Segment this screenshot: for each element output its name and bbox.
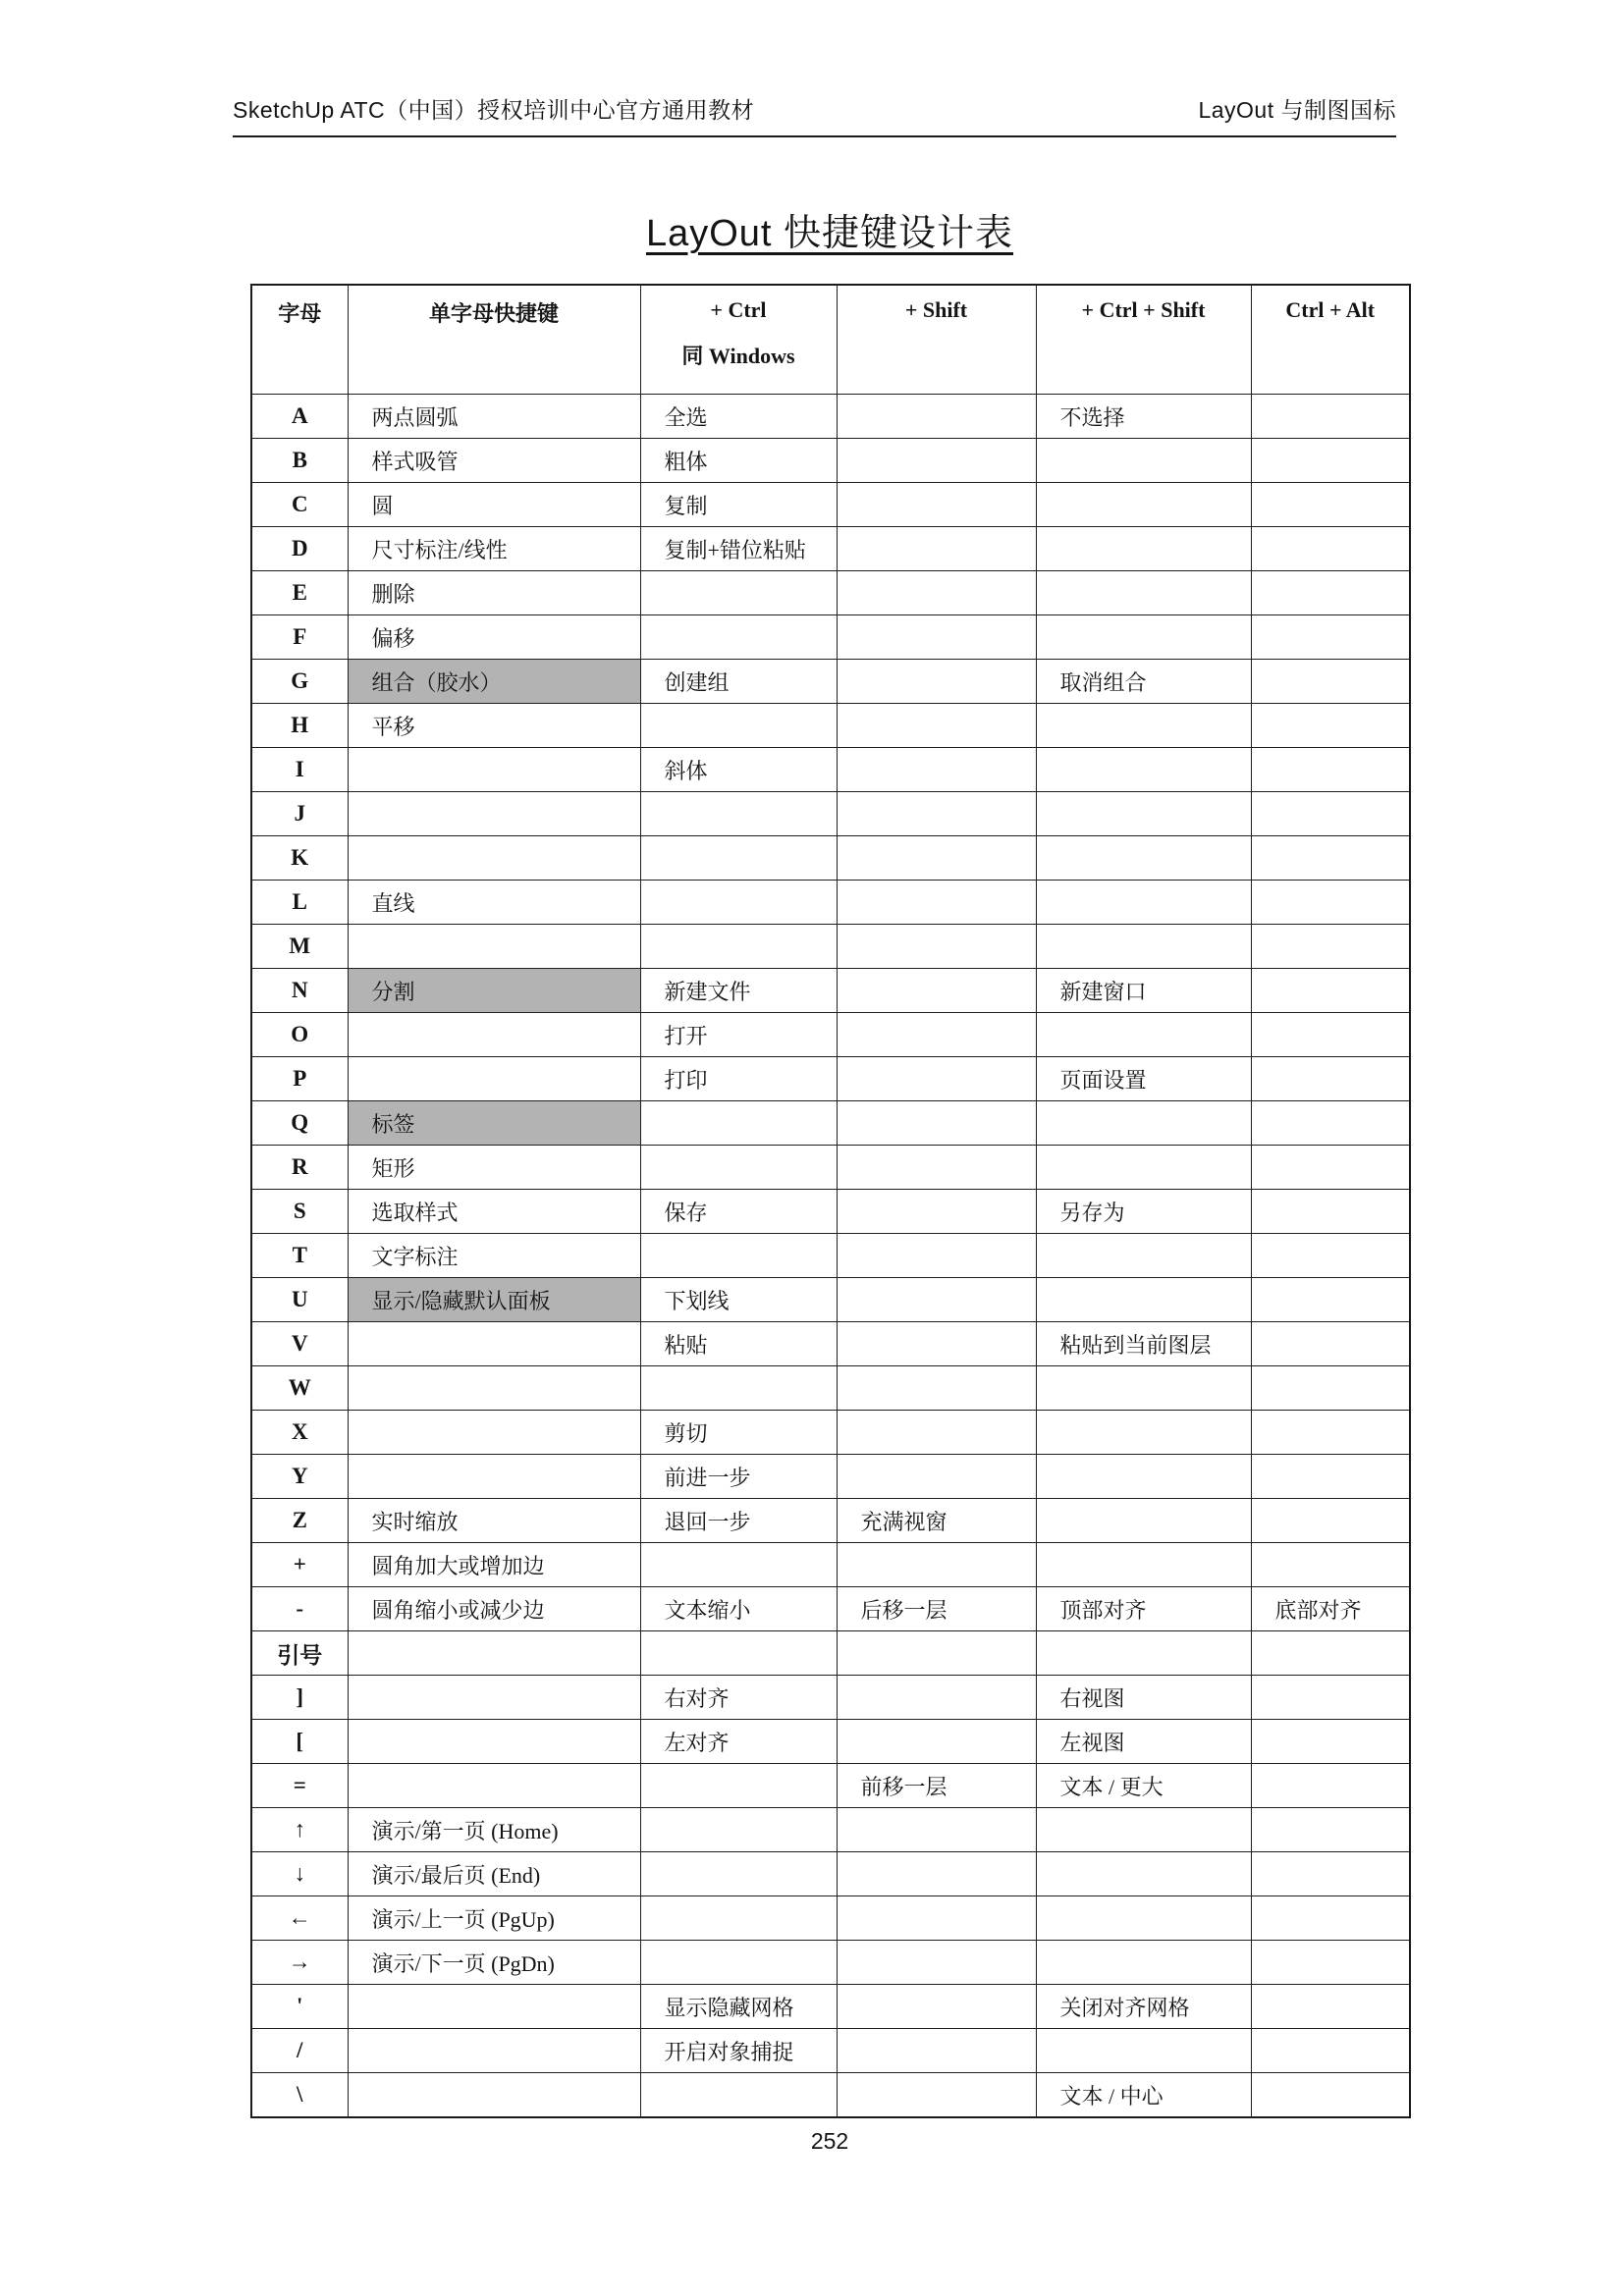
key-cell: ' <box>251 1985 348 2029</box>
table-row <box>251 483 1410 527</box>
ctrl-alt-cell <box>1251 2073 1410 2118</box>
key-cell: J <box>251 792 348 836</box>
table-row <box>251 1543 1410 1587</box>
shift-cell <box>837 1278 1036 1322</box>
ctrl-shift-cell <box>1036 1101 1251 1146</box>
table-row <box>251 1852 1410 1896</box>
running-header-left: SketchUp ATC（中国）授权培训中心官方通用教材 <box>233 97 755 123</box>
ctrl-alt-cell <box>1251 1676 1410 1720</box>
shift-cell <box>837 1013 1036 1057</box>
table-row <box>251 1499 1410 1543</box>
single-shortcut-cell <box>348 925 640 969</box>
table-row <box>251 1676 1410 1720</box>
col-header-ctrl-shift-label: + Ctrl + Shift <box>1081 297 1206 322</box>
key-cell: C <box>251 483 348 527</box>
ctrl-alt-cell <box>1251 527 1410 571</box>
shift-cell <box>837 1631 1036 1676</box>
key-cell: K <box>251 836 348 881</box>
shift-cell <box>837 1852 1036 1896</box>
shift-cell <box>837 881 1036 925</box>
ctrl-shift-cell <box>1036 1941 1251 1985</box>
ctrl-cell: 退回一步 <box>640 1499 837 1543</box>
ctrl-alt-cell <box>1251 792 1410 836</box>
ctrl-alt-cell: 底部对齐 <box>1251 1587 1410 1631</box>
table-row <box>251 439 1410 483</box>
ctrl-alt-cell <box>1251 1366 1410 1411</box>
shift-cell <box>837 1941 1036 1985</box>
table-row <box>251 1278 1410 1322</box>
single-shortcut-cell: 演示/第一页 (Home) <box>348 1808 640 1852</box>
key-cell: V <box>251 1322 348 1366</box>
key-cell: D <box>251 527 348 571</box>
single-shortcut-cell: 演示/最后页 (End) <box>348 1852 640 1896</box>
ctrl-cell: 打开 <box>640 1013 837 1057</box>
ctrl-shift-cell <box>1036 925 1251 969</box>
key-cell: + <box>251 1543 348 1587</box>
shift-cell <box>837 1057 1036 1101</box>
single-shortcut-cell <box>348 1411 640 1455</box>
shift-cell <box>837 395 1036 439</box>
ctrl-shift-cell <box>1036 1013 1251 1057</box>
ctrl-alt-cell <box>1251 2029 1410 2073</box>
ctrl-cell <box>640 2073 837 2118</box>
ctrl-shift-cell <box>1036 1411 1251 1455</box>
key-cell: - <box>251 1587 348 1631</box>
ctrl-cell <box>640 1631 837 1676</box>
shift-cell <box>837 969 1036 1013</box>
ctrl-alt-cell <box>1251 1543 1410 1587</box>
ctrl-alt-cell <box>1251 1101 1410 1146</box>
ctrl-shift-cell: 左视图 <box>1036 1720 1251 1764</box>
single-shortcut-cell: 圆 <box>348 483 640 527</box>
key-cell: F <box>251 615 348 660</box>
running-header <box>233 92 1396 137</box>
key-cell: → <box>251 1941 348 1985</box>
single-shortcut-cell <box>348 1013 640 1057</box>
ctrl-cell: 保存 <box>640 1190 837 1234</box>
single-shortcut-cell <box>348 1985 640 2029</box>
shift-cell <box>837 748 1036 792</box>
shortcut-table <box>250 284 1411 2118</box>
col-header-ctrl-alt <box>1251 285 1410 395</box>
single-shortcut-cell <box>348 1631 640 1676</box>
table-row <box>251 1322 1410 1366</box>
ctrl-shift-cell <box>1036 881 1251 925</box>
key-cell: I <box>251 748 348 792</box>
key-cell: / <box>251 2029 348 2073</box>
single-shortcut-cell <box>348 1057 640 1101</box>
ctrl-alt-cell <box>1251 1013 1410 1057</box>
key-cell: W <box>251 1366 348 1411</box>
shift-cell: 充满视窗 <box>837 1499 1036 1543</box>
ctrl-alt-cell <box>1251 1808 1410 1852</box>
key-cell: U <box>251 1278 348 1322</box>
shift-cell: 后移一层 <box>837 1587 1036 1631</box>
ctrl-shift-cell <box>1036 836 1251 881</box>
key-cell: A <box>251 395 348 439</box>
ctrl-cell: 粘贴 <box>640 1322 837 1366</box>
table-row <box>251 527 1410 571</box>
key-cell: L <box>251 881 348 925</box>
shift-cell <box>837 1234 1036 1278</box>
ctrl-shift-cell <box>1036 1543 1251 1587</box>
col-header-shift-label: + Shift <box>904 297 968 322</box>
ctrl-cell: 新建文件 <box>640 969 837 1013</box>
single-shortcut-cell: 显示/隐藏默认面板 <box>348 1278 640 1322</box>
single-shortcut-cell <box>348 792 640 836</box>
key-cell: X <box>251 1411 348 1455</box>
key-cell: G <box>251 660 348 704</box>
shift-cell <box>837 1322 1036 1366</box>
table-row <box>251 1146 1410 1190</box>
ctrl-cell <box>640 1234 837 1278</box>
page-title <box>250 202 1409 256</box>
ctrl-alt-cell <box>1251 925 1410 969</box>
ctrl-shift-cell <box>1036 439 1251 483</box>
ctrl-alt-cell <box>1251 1190 1410 1234</box>
ctrl-cell <box>640 1764 837 1808</box>
shift-cell <box>837 925 1036 969</box>
ctrl-alt-cell <box>1251 483 1410 527</box>
ctrl-cell: 创建组 <box>640 660 837 704</box>
single-shortcut-cell: 两点圆弧 <box>348 395 640 439</box>
ctrl-shift-cell <box>1036 1808 1251 1852</box>
ctrl-shift-cell <box>1036 527 1251 571</box>
ctrl-alt-cell <box>1251 1499 1410 1543</box>
shift-cell <box>837 2029 1036 2073</box>
ctrl-alt-cell <box>1251 615 1410 660</box>
ctrl-shift-cell <box>1036 748 1251 792</box>
shift-cell <box>837 1543 1036 1587</box>
ctrl-alt-cell <box>1251 395 1410 439</box>
table-row <box>251 1366 1410 1411</box>
shift-cell <box>837 1676 1036 1720</box>
table-row <box>251 925 1410 969</box>
shift-cell <box>837 527 1036 571</box>
ctrl-cell: 右对齐 <box>640 1676 837 1720</box>
key-cell: P <box>251 1057 348 1101</box>
ctrl-alt-cell <box>1251 1411 1410 1455</box>
shift-cell <box>837 836 1036 881</box>
single-shortcut-cell: 文字标注 <box>348 1234 640 1278</box>
single-shortcut-cell <box>348 2073 640 2118</box>
ctrl-cell: 剪切 <box>640 1411 837 1455</box>
ctrl-alt-cell <box>1251 1234 1410 1278</box>
table-row <box>251 1941 1410 1985</box>
ctrl-shift-cell: 顶部对齐 <box>1036 1587 1251 1631</box>
ctrl-alt-cell <box>1251 881 1410 925</box>
key-cell: O <box>251 1013 348 1057</box>
key-cell: = <box>251 1764 348 1808</box>
col-header-ctrl <box>640 285 837 395</box>
page-number: 252 <box>810 2128 849 2154</box>
table-row <box>251 881 1410 925</box>
key-cell: Y <box>251 1455 348 1499</box>
col-header-shift <box>837 285 1036 395</box>
ctrl-shift-cell <box>1036 571 1251 615</box>
single-shortcut-cell <box>348 748 640 792</box>
table-row <box>251 704 1410 748</box>
key-cell: ↑ <box>251 1808 348 1852</box>
ctrl-cell <box>640 1896 837 1941</box>
col-header-single-label: 单字母快捷键 <box>428 301 559 326</box>
page-title-text: LayOut 快捷键设计表 <box>645 213 1014 254</box>
table-row <box>251 792 1410 836</box>
ctrl-cell <box>640 1101 837 1146</box>
shift-cell <box>837 660 1036 704</box>
ctrl-alt-cell <box>1251 1278 1410 1322</box>
ctrl-cell <box>640 1146 837 1190</box>
shift-cell <box>837 792 1036 836</box>
shift-cell <box>837 704 1036 748</box>
ctrl-cell: 复制+错位粘贴 <box>640 527 837 571</box>
ctrl-cell <box>640 792 837 836</box>
table-row <box>251 1808 1410 1852</box>
shift-cell <box>837 439 1036 483</box>
ctrl-shift-cell <box>1036 483 1251 527</box>
ctrl-cell: 文本缩小 <box>640 1587 837 1631</box>
key-cell: N <box>251 969 348 1013</box>
shift-cell <box>837 483 1036 527</box>
ctrl-shift-cell: 右视图 <box>1036 1676 1251 1720</box>
ctrl-shift-cell <box>1036 1896 1251 1941</box>
ctrl-cell: 全选 <box>640 395 837 439</box>
ctrl-cell: 粗体 <box>640 439 837 483</box>
single-shortcut-cell: 偏移 <box>348 615 640 660</box>
single-shortcut-cell <box>348 1720 640 1764</box>
col-header-ctrl-sublabel: 同 Windows <box>681 344 795 368</box>
table-row <box>251 1896 1410 1941</box>
single-shortcut-cell: 尺寸标注/线性 <box>348 527 640 571</box>
key-cell: ← <box>251 1896 348 1941</box>
single-shortcut-cell <box>348 1676 640 1720</box>
table-row <box>251 1190 1410 1234</box>
ctrl-shift-cell: 粘贴到当前图层 <box>1036 1322 1251 1366</box>
table-row <box>251 615 1410 660</box>
ctrl-cell: 左对齐 <box>640 1720 837 1764</box>
key-cell: [ <box>251 1720 348 1764</box>
table-row <box>251 1101 1410 1146</box>
ctrl-alt-cell <box>1251 748 1410 792</box>
single-shortcut-cell: 标签 <box>348 1101 640 1146</box>
ctrl-shift-cell <box>1036 1499 1251 1543</box>
shift-cell <box>837 1808 1036 1852</box>
ctrl-alt-cell <box>1251 1941 1410 1985</box>
ctrl-cell: 显示隐藏网格 <box>640 1985 837 2029</box>
ctrl-shift-cell: 不选择 <box>1036 395 1251 439</box>
ctrl-shift-cell: 新建窗口 <box>1036 969 1251 1013</box>
ctrl-alt-cell <box>1251 1057 1410 1101</box>
ctrl-cell <box>640 1808 837 1852</box>
single-shortcut-cell: 平移 <box>348 704 640 748</box>
table-row <box>251 836 1410 881</box>
table-row <box>251 1057 1410 1101</box>
ctrl-alt-cell <box>1251 660 1410 704</box>
ctrl-cell <box>640 571 837 615</box>
single-shortcut-cell: 圆角加大或增加边 <box>348 1543 640 1587</box>
single-shortcut-cell: 实时缩放 <box>348 1499 640 1543</box>
ctrl-cell: 前进一步 <box>640 1455 837 1499</box>
ctrl-alt-cell <box>1251 704 1410 748</box>
ctrl-shift-cell <box>1036 1455 1251 1499</box>
ctrl-cell <box>640 1543 837 1587</box>
single-shortcut-cell: 删除 <box>348 571 640 615</box>
key-cell: S <box>251 1190 348 1234</box>
table-row <box>251 1455 1410 1499</box>
single-shortcut-cell: 样式吸管 <box>348 439 640 483</box>
table-row <box>251 1764 1410 1808</box>
table-row <box>251 1234 1410 1278</box>
shift-cell <box>837 1101 1036 1146</box>
ctrl-shift-cell <box>1036 1234 1251 1278</box>
single-shortcut-cell: 分割 <box>348 969 640 1013</box>
single-shortcut-cell: 演示/上一页 (PgUp) <box>348 1896 640 1941</box>
ctrl-shift-cell <box>1036 792 1251 836</box>
key-cell: Q <box>251 1101 348 1146</box>
ctrl-shift-cell <box>1036 1852 1251 1896</box>
shift-cell <box>837 1720 1036 1764</box>
ctrl-alt-cell <box>1251 969 1410 1013</box>
col-header-letter <box>251 285 348 395</box>
ctrl-alt-cell <box>1251 836 1410 881</box>
key-cell: R <box>251 1146 348 1190</box>
shift-cell <box>837 1190 1036 1234</box>
key-cell: Z <box>251 1499 348 1543</box>
ctrl-alt-cell <box>1251 1985 1410 2029</box>
ctrl-cell: 开启对象捕捉 <box>640 2029 837 2073</box>
ctrl-cell: 复制 <box>640 483 837 527</box>
shift-cell <box>837 1896 1036 1941</box>
table-row <box>251 571 1410 615</box>
ctrl-alt-cell <box>1251 1322 1410 1366</box>
ctrl-shift-cell: 页面设置 <box>1036 1057 1251 1101</box>
ctrl-cell <box>640 704 837 748</box>
shift-cell <box>837 2073 1036 2118</box>
col-header-ctrl-label: + Ctrl <box>710 297 767 322</box>
single-shortcut-cell: 演示/下一页 (PgDn) <box>348 1941 640 1985</box>
ctrl-alt-cell <box>1251 1764 1410 1808</box>
single-shortcut-cell: 选取样式 <box>348 1190 640 1234</box>
key-cell: ↓ <box>251 1852 348 1896</box>
table-row <box>251 2029 1410 2073</box>
table-row <box>251 748 1410 792</box>
table-row <box>251 969 1410 1013</box>
shift-cell <box>837 1411 1036 1455</box>
ctrl-shift-cell <box>1036 615 1251 660</box>
ctrl-cell <box>640 836 837 881</box>
ctrl-cell <box>640 615 837 660</box>
ctrl-alt-cell <box>1251 1631 1410 1676</box>
ctrl-alt-cell <box>1251 1896 1410 1941</box>
ctrl-shift-cell: 取消组合 <box>1036 660 1251 704</box>
shift-cell <box>837 615 1036 660</box>
table-row <box>251 2073 1410 2118</box>
table-row <box>251 1587 1410 1631</box>
ctrl-alt-cell <box>1251 439 1410 483</box>
ctrl-alt-cell <box>1251 1720 1410 1764</box>
ctrl-alt-cell <box>1251 1146 1410 1190</box>
ctrl-shift-cell <box>1036 2029 1251 2073</box>
ctrl-shift-cell <box>1036 1366 1251 1411</box>
key-cell: B <box>251 439 348 483</box>
col-header-ctrl-alt-label: Ctrl + Alt <box>1285 297 1376 322</box>
ctrl-cell <box>640 1941 837 1985</box>
col-header-letter-label: 字母 <box>278 301 322 326</box>
table-row <box>251 1720 1410 1764</box>
single-shortcut-cell: 圆角缩小或减少边 <box>348 1587 640 1631</box>
single-shortcut-cell: 直线 <box>348 881 640 925</box>
ctrl-alt-cell <box>1251 571 1410 615</box>
ctrl-cell <box>640 1852 837 1896</box>
ctrl-cell: 下划线 <box>640 1278 837 1322</box>
single-shortcut-cell: 矩形 <box>348 1146 640 1190</box>
running-header-right: LayOut 与制图国标 <box>1198 97 1396 123</box>
key-cell: 引号 <box>251 1631 348 1676</box>
ctrl-cell <box>640 1366 837 1411</box>
shortcut-table-header <box>251 285 1410 395</box>
ctrl-shift-cell <box>1036 1631 1251 1676</box>
table-row <box>251 660 1410 704</box>
shift-cell: 前移一层 <box>837 1764 1036 1808</box>
single-shortcut-cell <box>348 1764 640 1808</box>
key-cell: E <box>251 571 348 615</box>
single-shortcut-cell <box>348 1322 640 1366</box>
shift-cell <box>837 1366 1036 1411</box>
table-row <box>251 1013 1410 1057</box>
shift-cell <box>837 571 1036 615</box>
ctrl-shift-cell: 关闭对齐网格 <box>1036 1985 1251 2029</box>
ctrl-alt-cell <box>1251 1455 1410 1499</box>
table-row <box>251 1631 1410 1676</box>
ctrl-cell: 打印 <box>640 1057 837 1101</box>
single-shortcut-cell <box>348 1366 640 1411</box>
key-cell: M <box>251 925 348 969</box>
ctrl-shift-cell <box>1036 1146 1251 1190</box>
shift-cell <box>837 1455 1036 1499</box>
ctrl-cell <box>640 881 837 925</box>
shift-cell <box>837 1985 1036 2029</box>
key-cell: ] <box>251 1676 348 1720</box>
ctrl-cell: 斜体 <box>640 748 837 792</box>
table-row <box>251 1985 1410 2029</box>
single-shortcut-cell <box>348 1455 640 1499</box>
col-header-ctrl-shift <box>1036 285 1251 395</box>
col-header-single <box>348 285 640 395</box>
single-shortcut-cell <box>348 2029 640 2073</box>
key-cell: T <box>251 1234 348 1278</box>
ctrl-shift-cell <box>1036 704 1251 748</box>
ctrl-alt-cell <box>1251 1852 1410 1896</box>
single-shortcut-cell <box>348 836 640 881</box>
shortcut-table-body <box>251 395 1410 2118</box>
ctrl-shift-cell: 另存为 <box>1036 1190 1251 1234</box>
header-row <box>251 285 1410 395</box>
single-shortcut-cell: 组合（胶水） <box>348 660 640 704</box>
table-row <box>251 1411 1410 1455</box>
key-cell: \ <box>251 2073 348 2118</box>
ctrl-shift-cell: 文本 / 更大 <box>1036 1764 1251 1808</box>
ctrl-cell <box>640 925 837 969</box>
shift-cell <box>837 1146 1036 1190</box>
key-cell: H <box>251 704 348 748</box>
ctrl-shift-cell: 文本 / 中心 <box>1036 2073 1251 2118</box>
ctrl-shift-cell <box>1036 1278 1251 1322</box>
table-row <box>251 395 1410 439</box>
